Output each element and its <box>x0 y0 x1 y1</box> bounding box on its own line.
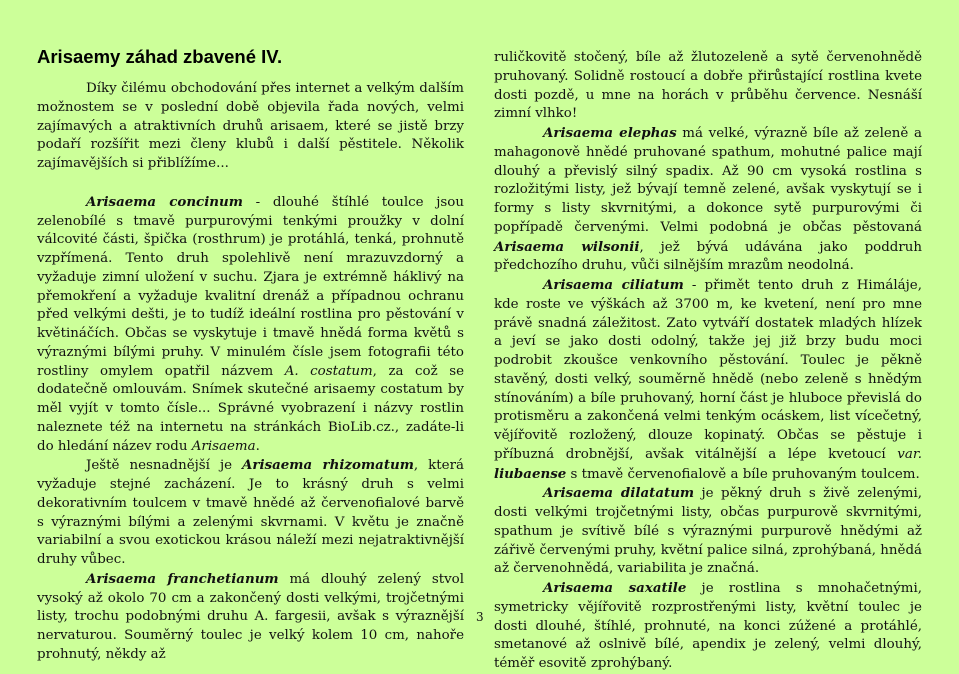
species-concinum: Arisaema concinum <box>86 193 243 210</box>
page-title: Arisaemy záhad zbavené IV. <box>37 46 283 67</box>
rhizomatum-text: , která vyžaduje stejné zacházení. Je to krásný druh s velmi dekorativním toulcem v tmavě hnědé až červenofialové barvě s výraznými bílými a zelenými skvrnami. V květu je značně variabilní a svou exotickou krásou náleží mezi nejatraktivnější druhy vůbec. <box>37 458 464 567</box>
ciliatum-text: - přimět tento druh z Himáláje, kde roste ve výškách až 3700 m, ke kvetení, není pro mne právě snadná záležitost. Zato vytváří dostatek mladých hlízek a jeví se jako dosti odolný, takže jej již brzy budu moci podrobit zkoušce venkovního pěstování. Toulec je pěkně stavěný, dosti velký, souměrně hnědě (nebo zeleně s hnědým stínováním) a bíle pruhovaný, horní část je hluboce převislá do protisměru a zakončená velmi tenkým ocáskem, list vícečetný, vějířovitě rozložený, dlouze kopinatý. Občas se pěstuje i příbuzná drobnější, avšak vitálnější a lépe kvetoucí <box>494 278 922 462</box>
species-saxatile: Arisaema saxatile <box>543 580 687 596</box>
species-rhizomatum: Arisaema rhizomatum <box>242 457 414 474</box>
page-number: 3 <box>476 610 484 624</box>
paragraph-ciliatum <box>494 276 922 484</box>
left-body <box>37 80 464 665</box>
concinum-text: - dlouhé štíhlé toulce jsou zelenobílé s tmavě purpurovými tenkými proužky v dolní válcovité části, špička (rosthrum) je protáhlá, tenká, prohnutě vzpřímená. Tento druh spolehlivě není mrazuvzdorný a vyžaduje zimní uložení v suchu. Zjara je extrémně háklivý na přemokření a vyžaduje kvalitní drenáž a případnou ochranu před velkými dešti, je to tudíž ideální rostlina pro pěstování v květináčích. Občas se vyskytuje i tmavě hnědá forma květů s výraznými bílými pruhy. V minulém čísle jsem fotografii této rostliny omylem opatřil názvem <box>37 194 464 379</box>
elephas-text-2: , jež bývá udávána jako poddruh předchozího druhu, vůči silnějším mrazům neodolná. <box>494 239 922 274</box>
costatum-name: A. costatum <box>284 363 373 379</box>
right-column <box>494 49 922 674</box>
rhizomatum-pre: Ještě nesnadnější je <box>86 458 243 474</box>
species-liubaense: liubaense <box>494 465 567 482</box>
dilatatum-text: je pěkný druh s živě zelenými, dosti velkými trojčetnými listy, občas purpurově skvrnitými, spathum je svítivě bílé s výraznými purpurově hnědými až zářivě červenými pruhy, květní palice silná, zprohýbaná, hnědá až červenohnědá, variabilita je značná. <box>494 486 922 577</box>
paragraph-rhizomatum <box>37 456 464 570</box>
concinum-text-2: , za což se dodatečně omlouvám. Snímek skutečné arisaemy costatum by měl vyjít v tomto čísle... Správné vyobrazení i názvy rostlin naleznete též na internetu na stránkách BioLib.cz., zadáte-li do hledání název rodu <box>37 363 465 454</box>
paragraph-dilatatum <box>494 484 922 579</box>
species-wilsonii: Arisaema wilsonii <box>494 238 640 255</box>
species-elephas: Arisaema elephas <box>543 125 677 141</box>
intro-paragraph: Díky čilému obchodování přes internet a velkým dalším možnostem se v poslední době objevila řada nových, velmi zajímavých a atraktivních druhů arisaem, které se jistě brzy podaří rozšířit mezi členy klubů i další pěstitele. Několik zajímavějších si přiblížíme... <box>37 81 464 171</box>
ciliatum-text-2: s tmavě červenofialově a bíle pruhovaným toulcem. <box>566 466 920 482</box>
species-ciliatum: Arisaema ciliatum <box>543 277 684 293</box>
paragraph-elephas <box>494 124 922 276</box>
continuation-paragraph: ruličkovitě stočený, bíle až žlutozeleně a sytě červenohnědě pruhovaný. Solidně rostoucí a dobře přirůstající rostlina kvete dosti pozdě, u mne na horách v průběhu července. Nesnáší zimní vlhko! <box>494 50 922 122</box>
paragraph-franchetianum <box>37 570 464 665</box>
elephas-text: má velké, výrazně bíle až zeleně a mahagonově hnědé pruhované spathum, mohutné palice mají dlouhý a převislý silný spadix. Až 90 cm vysoká rostlina s rozložitými listy, jež bývají temně zelené, avšak vyskytují se i formy s listy skvrnitými, a dokonce sytě purpurovými či popřípadě červenými. Velmi podobná je občas pěstovaná <box>494 126 923 235</box>
paragraph-concinum <box>37 193 464 457</box>
saxatile-text: je rostlina s mnohačetnými, symetricky vějířovitě rozprostřenými listy, květní toulec je dosti dlouhé, štíhlé, prohnuté, na konci zúžené a protáhlé, smetanové až oslnivě bílé, apendix je zelený, velmi dlouhý, téměř esovitě zprohýbaný. <box>494 581 922 671</box>
franchetianum-text: má dlouhý zelený stvol vysoký až okolo 70 cm a zakončený dosti velkými, trojčetnými listy, trochu podobnými druhu A. fargesii, avšak s výraznější nervaturou. Souměrný toulec je velký kolem 10 cm, nahoře prohnutý, někdy až <box>37 571 464 662</box>
var-label: var. <box>897 446 922 462</box>
genus-name: Arisaema <box>191 438 256 454</box>
concinum-end: . <box>255 438 260 454</box>
species-franchetianum: Arisaema franchetianum <box>86 570 279 587</box>
species-dilatatum: Arisaema dilatatum <box>543 485 695 502</box>
paragraph-saxatile <box>494 579 922 674</box>
